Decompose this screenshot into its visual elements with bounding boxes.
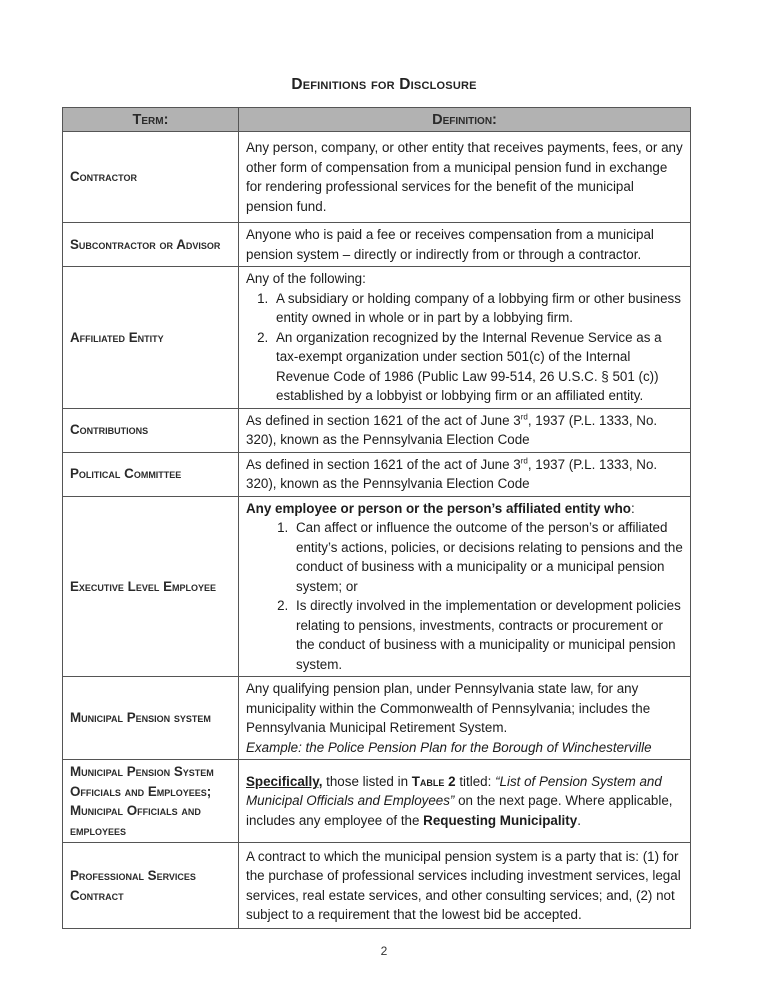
term-contractor: Contractor xyxy=(63,132,239,223)
definition-subcontractor-or-advisor: Anyone who is paid a fee or receives compensation from a municipal pension system – directly or indirectly from or through a contractor. xyxy=(239,223,691,267)
definition-contractor: Any person, company, or other entity that receives payments, fees, or any other form of compensation from a municipal pension fund in exchange for rendering professional services for the benefit of the municipal pension fund. xyxy=(239,132,691,223)
table-row xyxy=(63,223,691,267)
definition-intro: Any of the following: xyxy=(246,271,366,286)
term-line: Professional Services xyxy=(70,868,196,883)
page-title: Definitions for Disclosure xyxy=(291,76,477,93)
list-item: 1. A subsidiary or holding company of a lobbying firm or other business entity owned in whole or in part by a lobbying firm. xyxy=(272,289,684,328)
definition-intro: Any employee or person or the person’s affiliated entity who xyxy=(246,500,631,516)
term-professional-services-contract xyxy=(63,843,239,929)
definition-text: , 1937 (P.L. 1333, No. 320), known as the Pennsylvania Election Code xyxy=(246,412,658,447)
definition-text: As defined in section 1621 of the act of June 3 xyxy=(246,456,521,472)
definition-list xyxy=(246,289,684,406)
definition-text: on the next page. Where applicable, includes any employee of the xyxy=(246,793,673,828)
definitions-table xyxy=(62,107,691,929)
header-definition: Definition: xyxy=(239,108,691,132)
definition-text: , 1937 (P.L. 1333, No. 320), known as the Pennsylvania Election Code xyxy=(246,456,658,491)
definition-professional-services-contract: A contract to which the municipal pension system is a party that is: (1) for the purchase of professional services including investment services, legal services, real estate services, and other consulting services; and, (2) not subject to a requirement that the lowest bid be accepted. xyxy=(239,843,691,929)
term-line: Officials and Employees; xyxy=(70,783,212,799)
definition-text: As defined in section 1621 of the act of June 3 xyxy=(246,412,521,428)
definition-list xyxy=(246,518,684,674)
term-line: Municipal Officials and xyxy=(70,803,201,818)
definition-text: titled: xyxy=(455,773,496,789)
table-row xyxy=(63,677,691,760)
term-political-committee: Political Committee xyxy=(63,452,239,496)
term-line: employees xyxy=(70,822,127,838)
definition-municipal-officials-and-employees xyxy=(239,760,691,843)
table-row xyxy=(63,452,691,496)
definition-municipal-pension-system xyxy=(239,677,691,760)
table-title-reference: “List of Pension System and Municipal Officials and Employees” xyxy=(246,773,662,809)
table-row xyxy=(63,760,691,843)
ordinal-suffix: rd xyxy=(520,412,528,422)
table-reference: Table 2 xyxy=(411,773,456,789)
table-row xyxy=(63,843,691,929)
colon: : xyxy=(630,500,635,516)
term-line: Contract xyxy=(70,887,124,903)
term-contributions: Contributions xyxy=(63,408,239,452)
list-item: 2. An organization recognized by the Internal Revenue Service as a tax-exempt organization under section 501(c) of the Internal Revenue Code of 1986 (Public Law 99-514, 26 U.S.C. § 501 (c)) established by a lobbyist or lobbying firm or an affiliated entity. xyxy=(272,328,684,406)
table-row xyxy=(63,132,691,223)
list-item: 2. Is directly involved in the implementation or development policies relating to pensions, investments, contracts or procurement or the conduct of business with a municipality or municipal pension system. xyxy=(292,596,684,674)
header-term: Term: xyxy=(63,108,239,132)
table-row xyxy=(63,496,691,677)
definition-executive-level-employee xyxy=(239,496,691,677)
list-item: 1. Can affect or influence the outcome of the person’s or affiliated entity’s actions, policies, or decisions relating to pensions and the conduct of business with a municipality or a municipal pension system; or xyxy=(292,518,684,596)
requesting-municipality: Requesting Municipality xyxy=(423,812,578,828)
definition-contributions xyxy=(239,408,691,452)
term-subcontractor-or-advisor: Subcontractor or Advisor xyxy=(63,223,239,267)
definition-text: . xyxy=(577,812,581,828)
definition-example: Example: the Police Pension Plan for the Borough of Winchesterville xyxy=(246,739,652,755)
definition-affiliated-entity xyxy=(239,267,691,409)
term-line: Municipal Pension System xyxy=(70,764,214,779)
definition-political-committee xyxy=(239,452,691,496)
page-number: 2 xyxy=(380,944,388,958)
term-executive-level-employee: Executive Level Employee xyxy=(63,496,239,677)
definition-text: those listed in xyxy=(322,773,412,789)
term-municipal-pension-system: Municipal Pension system xyxy=(63,677,239,760)
specifically-label: Specifically, xyxy=(246,773,323,789)
term-municipal-officials-and-employees xyxy=(63,760,239,843)
ordinal-suffix: rd xyxy=(520,456,528,466)
table-row xyxy=(63,408,691,452)
table-header-row xyxy=(63,108,691,132)
term-affiliated-entity: Affiliated Entity xyxy=(63,267,239,409)
table-row xyxy=(63,267,691,409)
definition-text: Any qualifying pension plan, under Pennsylvania state law, for any municipality within the Commonwealth of Pennsylvania; includes the Pennsylvania Municipal Retirement System. xyxy=(246,681,651,735)
